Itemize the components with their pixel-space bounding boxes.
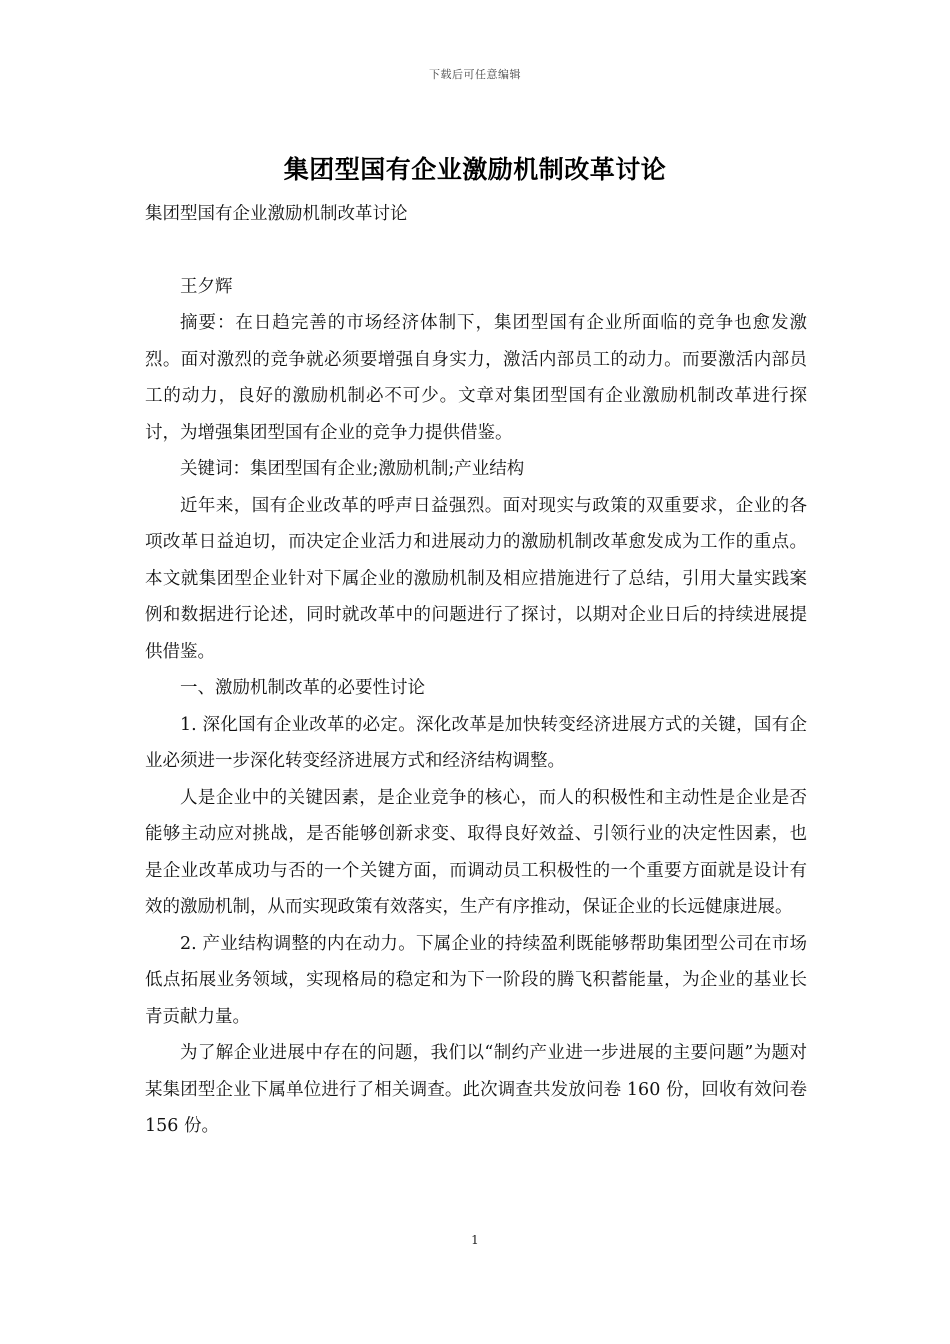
body-paragraph: 2. 产业结构调整的内在动力。下属企业的持续盈利既能够帮助集团型公司在市场低点拓展业务领域，实现格局的稳定和为下一阶段的腾飞积蓄能量，为企业的基业长青贡献力量。	[145, 933, 807, 1027]
body-paragraph: 人是企业中的关键因素，是企业竞争的核心，而人的积极性和主动性是企业是否能够主动应对挑战，是否能够创新求变、取得良好效益、引领行业的决定性因素，也是企业改革成功与否的一个关键方面，而调动员工积极性的一个重要方面就是设计有效的激励机制，从而实现政策有效落实，生产有序推动，保证企业的长远健康进展。	[145, 787, 807, 917]
keywords-paragraph: 关键词：集团型国有企业;激励机制;产业结构	[180, 459, 525, 479]
document-subtitle: 集团型国有企业激励机制改革讨论	[145, 204, 408, 224]
header-note: 下载后可任意编辑	[429, 68, 521, 81]
document-title: 集团型国有企业激励机制改革讨论	[283, 155, 667, 184]
page-number: 1	[471, 1233, 479, 1247]
section-heading: 一、激励机制改革的必要性讨论	[180, 678, 425, 698]
intro-paragraph: 近年来，国有企业改革的呼声日益强烈。面对现实与政策的双重要求，企业的各项改革日益迫切，而决定企业活力和进展动力的激励机制改革愈发成为工作的重点。本文就集团型企业针对下属企业的激励机制及相应措施进行了总结，引用大量实践案例和数据进行论述，同时就改革中的问题进行了探讨，以期对企业日后的持续进展提供借鉴。	[145, 495, 807, 662]
body-paragraph: 1. 深化国有企业改革的必定。深化改革是加快转变经济进展方式的关键，国有企业必须进一步深化转变经济进展方式和经济结构调整。	[145, 714, 807, 771]
abstract-paragraph: 摘要：在日趋完善的市场经济体制下，集团型国有企业所面临的竞争也愈发激烈。面对激烈的竞争就必须要增强自身实力，激活内部员工的动力。而要激活内部员工的动力，良好的激励机制必不可少。文章对集团型国有企业激励机制改革进行探讨，为增强集团型国有企业的竞争力提供借鉴。	[145, 313, 807, 443]
author-name: 王夕辉	[180, 276, 233, 297]
blank-line	[145, 233, 807, 269]
body-paragraph: 为了解企业进展中存在的问题，我们以“制约产业进一步进展的主要问题”为题对某集团型企业下属单位进行了相关调查。此次调查共发放问卷 160 份，回收有效问卷 156 份。	[145, 1043, 807, 1136]
document-body	[145, 196, 807, 1145]
